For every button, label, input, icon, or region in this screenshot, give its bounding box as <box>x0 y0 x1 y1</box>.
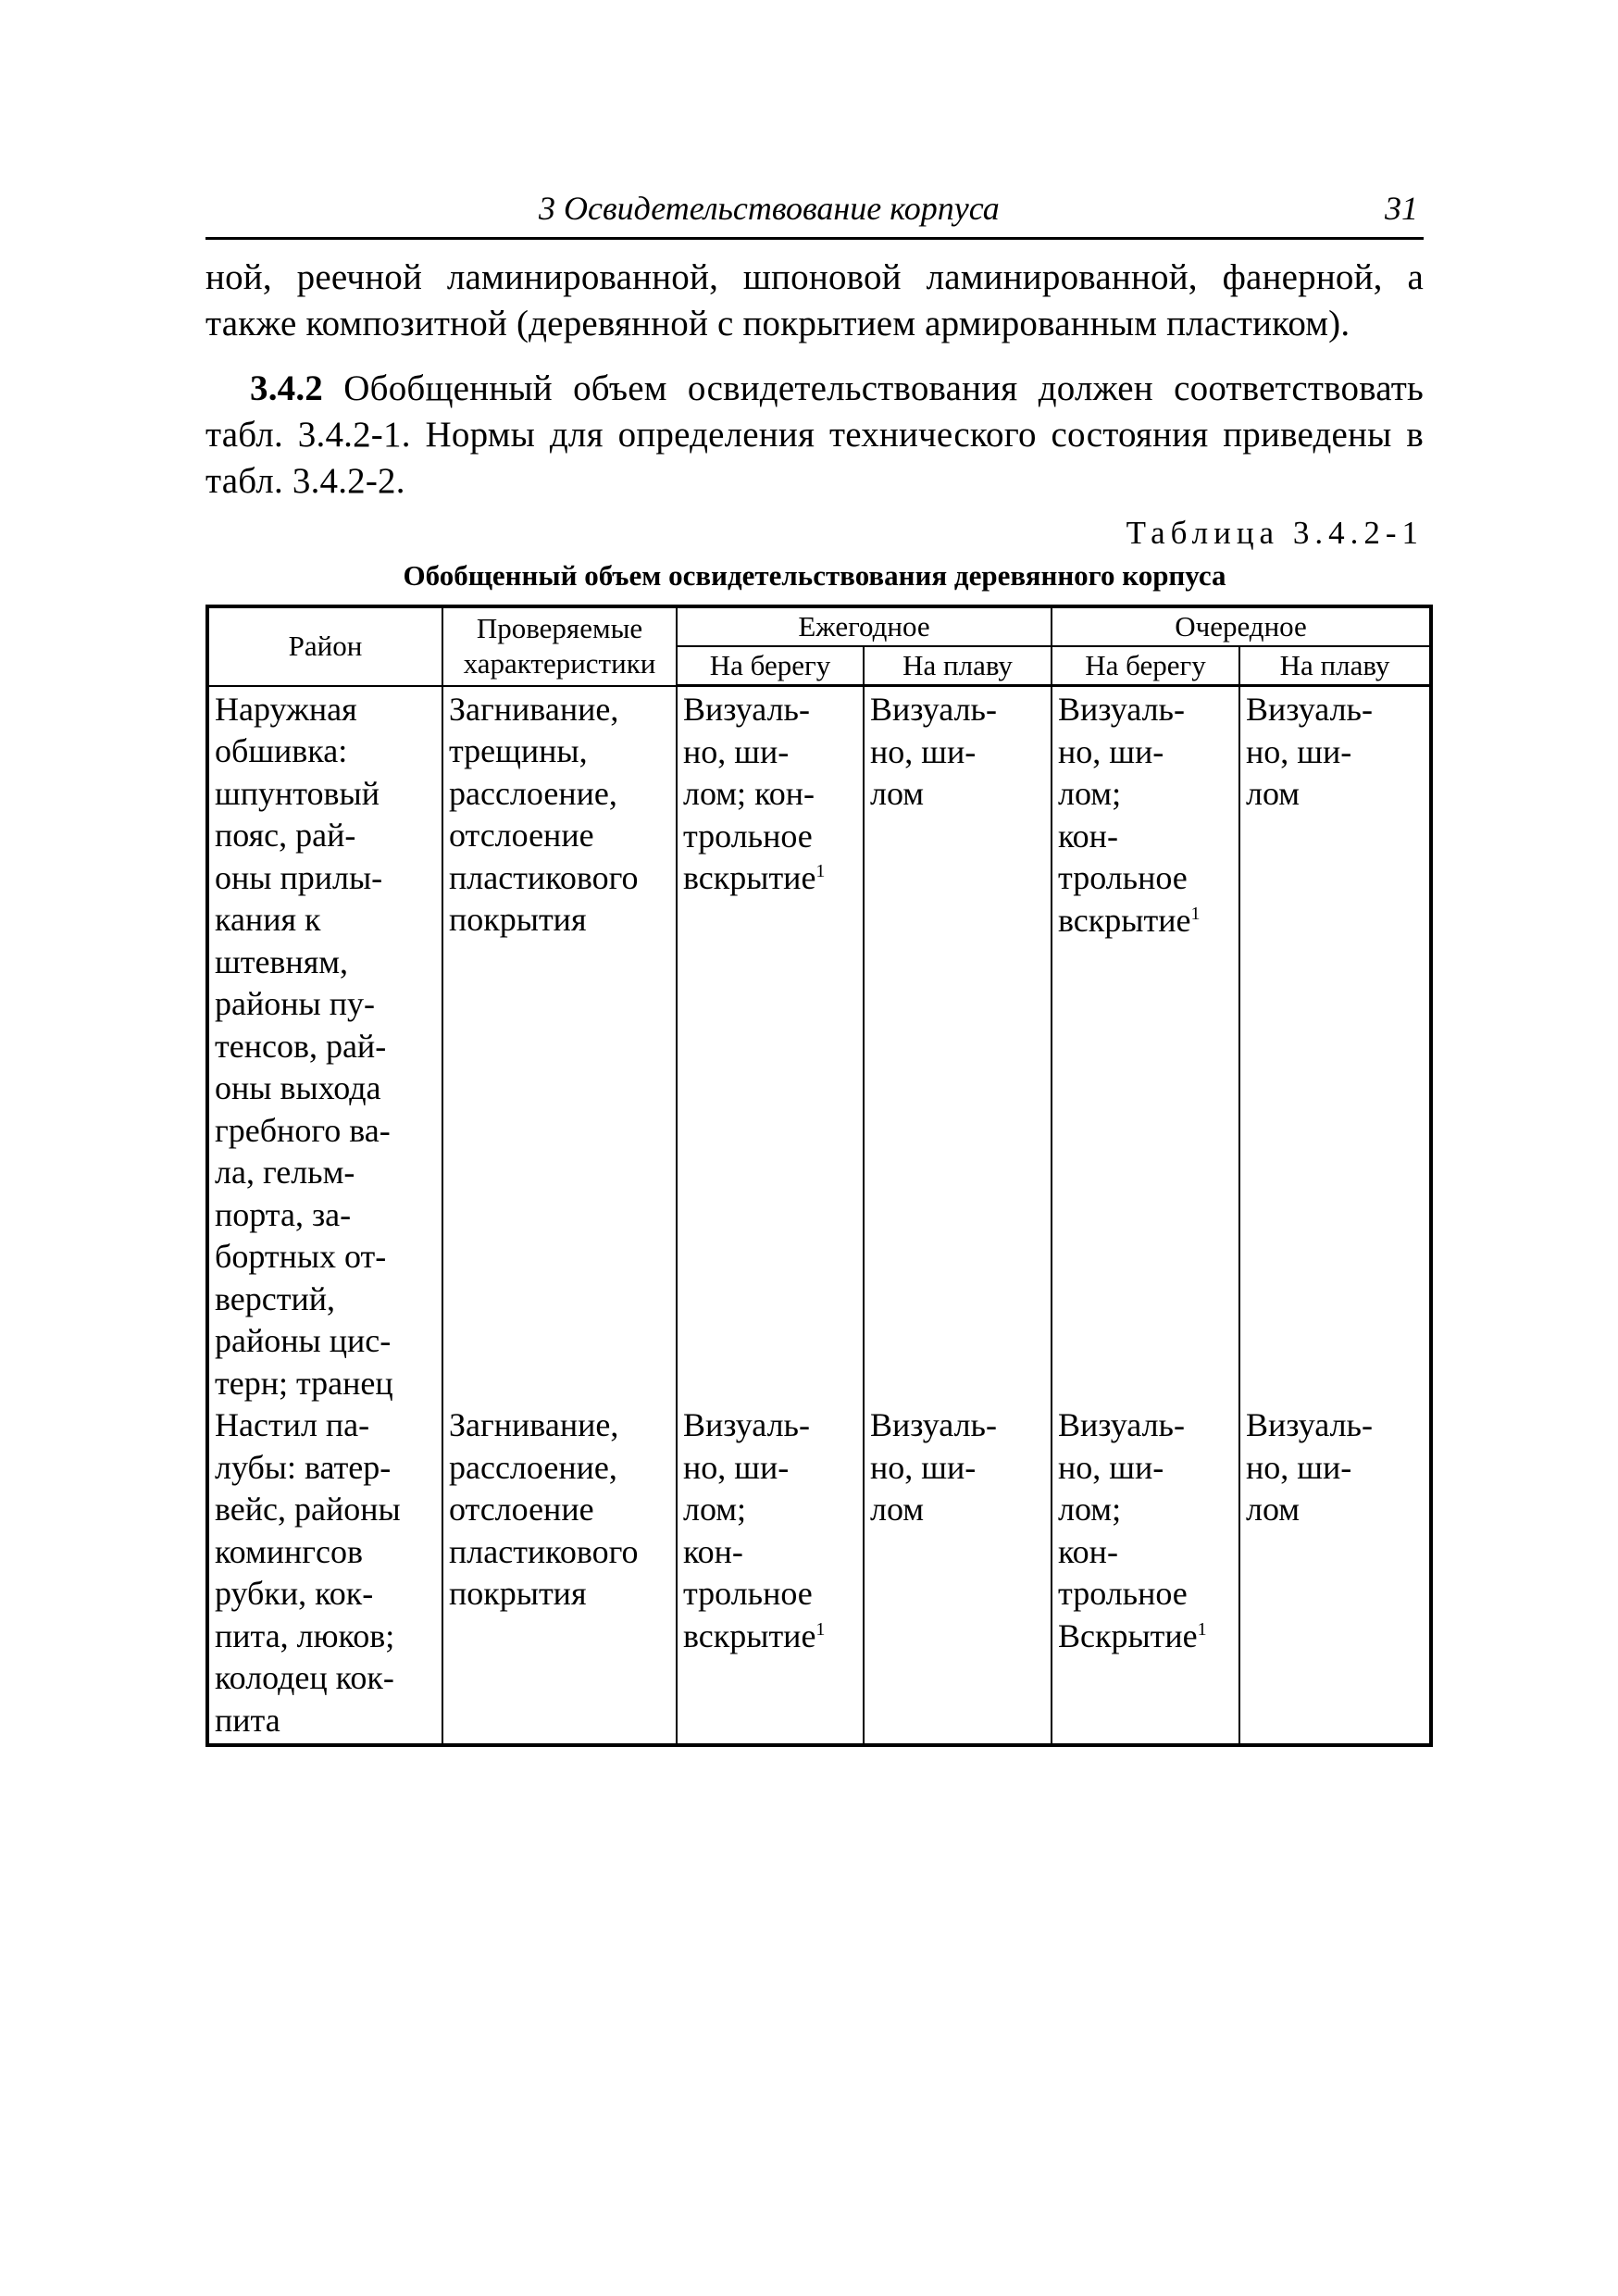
clause-text: Обобщенный объем освидетельствования должен соответствовать табл. 3.4.2-1. Нормы для определения технического состояния приведены в табл. 3.4.2-2. <box>205 368 1424 501</box>
cell-characteristics: Загнивание, расслоение, отслоение пластикового покрытия <box>442 1404 677 1745</box>
section-title: 3 Освидетельствование корпуса <box>539 190 1000 227</box>
clause-number: 3.4.2 <box>250 368 323 408</box>
cell-annual-ashore: Визуаль- но, ши- лом; кон- трольное вскрытие$^1$ <box>677 1404 864 1745</box>
header-periodic-ashore: На берегу <box>1052 646 1239 686</box>
cell-annual-ashore: Визуаль- но, ши- лом; кон- трольное вскрытие$^1$ <box>677 686 864 1405</box>
cell-characteristics: Загнивание, трещины, расслоение, отслоение пластикового покрытия <box>442 686 677 1405</box>
table-label: Таблица 3.4.2-1 <box>1126 515 1424 551</box>
survey-scope-table <box>205 605 1433 1747</box>
cell-periodic-ashore: Визуаль- но, ши- лом; кон- трольное Вскрытие$^1$ <box>1052 1404 1239 1745</box>
cell-area: Наружная обшивка: шпунтовый пояс, рай- оны прилы- кания к штевням, районы пу- тенсов, рай- оны выхода гребного ва- ла, гельм- порта, за- бортных от- верстий, районы цис- терн; транец <box>207 686 442 1405</box>
table-row <box>207 686 1431 1405</box>
header-annual: Ежегодное <box>677 606 1052 646</box>
cell-periodic-afloat: Визуаль- но, ши- лом <box>1239 1404 1431 1745</box>
cell-annual-afloat: Визуаль- но, ши- лом <box>864 1404 1052 1745</box>
table-header-row <box>207 606 1431 646</box>
cell-periodic-afloat: Визуаль- но, ши- лом <box>1239 686 1431 1405</box>
footnote-ref: 1 <box>815 1618 826 1640</box>
paragraph-3-4-2 <box>205 366 1424 505</box>
cell-annual-afloat: Визуаль- но, ши- лом <box>864 686 1052 1405</box>
table-title: Обобщенный объем освидетельствования деревянного корпуса <box>403 559 1226 592</box>
header-area: Район <box>207 606 442 686</box>
header-periodic: Очередное <box>1052 606 1431 646</box>
header-periodic-afloat: На плаву <box>1239 646 1431 686</box>
document-page <box>205 185 1424 1747</box>
header-characteristics: Проверяемые характеристики <box>442 606 677 686</box>
cell-area: Настил па- лубы: ватер- вейс, районы комингсов рубки, кок- пита, люков; колодец кок- пита <box>207 1404 442 1745</box>
page-number: 31 <box>1385 190 1418 227</box>
cell-periodic-ashore: Визуаль- но, ши- лом; кон- трольное вскрытие$^1$ <box>1052 686 1239 1405</box>
running-header <box>205 185 1424 240</box>
header-annual-ashore: На берегу <box>677 646 864 686</box>
table-row <box>207 1404 1431 1745</box>
footnote-ref: 1 <box>1197 1618 1207 1640</box>
paragraph-continuation: ной, реечной ламинированной, шпоновой ламинированной, фанерной, а также композитной (деревянной с покрытием армированным пластиком). <box>205 257 1424 343</box>
footnote-ref: 1 <box>1190 903 1201 924</box>
header-annual-afloat: На плаву <box>864 646 1052 686</box>
footnote-ref: 1 <box>815 861 826 881</box>
